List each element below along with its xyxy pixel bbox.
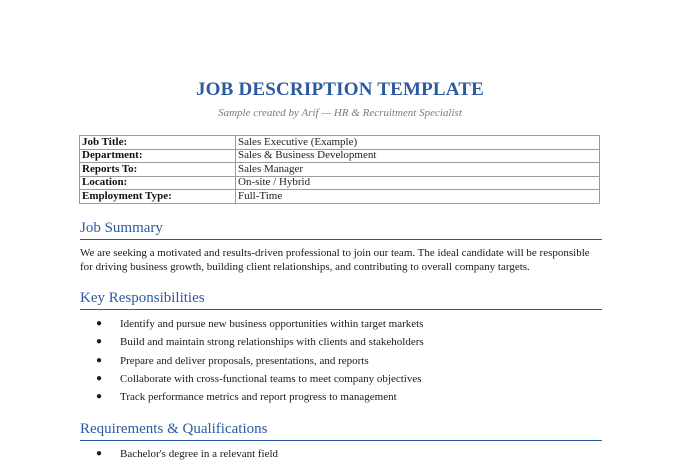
field-value-location: On-site / Hybrid [236, 176, 600, 190]
field-label-reports-to: Reports To: [80, 163, 236, 177]
table-row [80, 176, 600, 190]
section-heading-requirements: Requirements & Qualifications [80, 420, 602, 441]
list-item [96, 333, 424, 351]
section-heading-job-summary: Job Summary [80, 219, 602, 240]
page-title: JOB DESCRIPTION TEMPLATE [195, 79, 485, 100]
list-item [96, 315, 424, 333]
list-item-text: Bachelor's degree in a relevant field [120, 448, 279, 460]
section-heading-key-responsibilities: Key Responsibilities [80, 289, 602, 310]
field-label-job-title: Job Title: [80, 136, 236, 150]
table-row [80, 149, 600, 163]
bullet-icon: ● [96, 391, 103, 403]
field-label-department: Department: [80, 149, 236, 163]
requirements-list [96, 445, 278, 463]
bullet-icon: ● [96, 336, 103, 348]
field-value-job-title: Sales Executive (Example) [236, 136, 600, 150]
list-item-text: Prepare and deliver proposals, presentations, and reports [120, 354, 369, 367]
job-info-table [79, 135, 600, 204]
field-label-location: Location: [80, 176, 236, 190]
table-row [80, 163, 600, 177]
list-item [96, 445, 278, 463]
bullet-icon: ● [96, 354, 103, 366]
table-row [80, 190, 600, 204]
table-row [80, 136, 600, 150]
responsibilities-list [96, 315, 424, 406]
bullet-icon: ● [96, 448, 103, 459]
list-item [96, 370, 424, 388]
list-item [96, 352, 424, 370]
list-item-text: Collaborate with cross-functional teams to meet company objectives [120, 372, 422, 385]
list-item-text: Identify and pursue new business opportunities within target markets [120, 318, 424, 330]
field-label-employment-type: Employment Type: [80, 190, 236, 204]
list-item [96, 388, 424, 406]
field-value-reports-to: Sales Manager [236, 163, 600, 177]
field-value-employment-type: Full-Time [236, 190, 600, 204]
page-subtitle: Sample created by Arif — HR & Recruitment Specialist [218, 107, 462, 119]
bullet-icon: ● [96, 318, 103, 329]
list-item-text: Track performance metrics and report progress to management [120, 391, 397, 404]
bullet-icon: ● [96, 372, 103, 384]
field-value-department: Sales & Business Development [236, 149, 600, 163]
list-item-text: Build and maintain strong relationships with clients and stakeholders [120, 336, 424, 349]
job-summary-text: We are seeking a motivated and results-driven professional to join our team. The ideal candidate will be responsible for driving business growth, building client relationships, and contributing to overall company targets. [80, 247, 590, 273]
